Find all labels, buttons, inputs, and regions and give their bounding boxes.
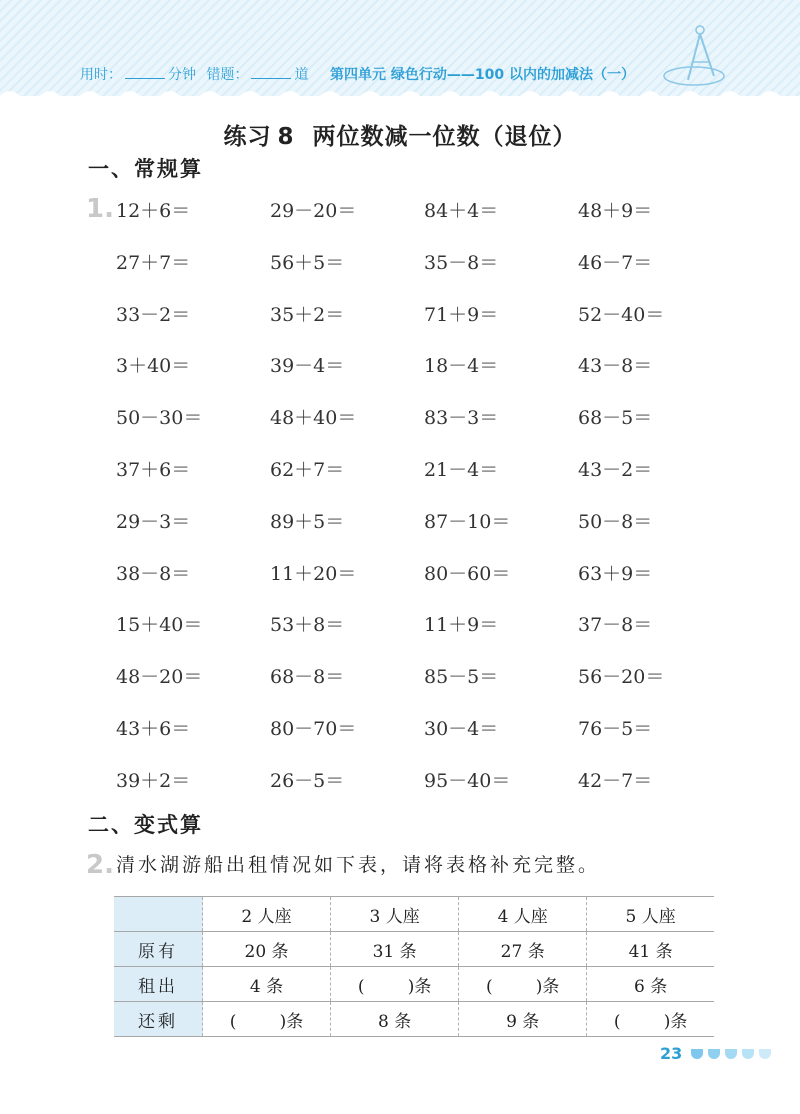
- calculation-problem: 26－5＝: [270, 769, 345, 792]
- calculation-problem: 83－3＝: [424, 407, 499, 430]
- time-label: 用时：: [80, 67, 122, 83]
- question-2-text: 清水湖游船出租情况如下表，请将表格补充完整。: [116, 854, 601, 876]
- calculation-problem: 85－5＝: [424, 666, 499, 689]
- calculation-problem: 33－2＝: [116, 303, 191, 326]
- calculation-problem: 56＋5＝: [270, 251, 345, 274]
- table-cell: 4 条: [203, 967, 331, 1002]
- decorative-drop-icon: [708, 1049, 720, 1059]
- calculation-problem: 62＋7＝: [270, 459, 345, 481]
- calculation-problem: 63＋9＝: [578, 562, 653, 585]
- calculation-problem: 89＋5＝: [270, 510, 345, 533]
- table-cell: 31 条: [331, 932, 459, 967]
- answer-blank-cell[interactable]: ( )条: [203, 1002, 331, 1037]
- page-number: 23: [660, 1044, 683, 1063]
- table-cell: 20 条: [203, 932, 331, 967]
- calculation-problem: 84＋4＝: [424, 200, 499, 222]
- table-cell: 9 条: [459, 1002, 587, 1037]
- error-label: 错题：: [206, 67, 249, 83]
- calculation-problem: 95－40＝: [424, 769, 511, 792]
- calculation-problem: 35＋2＝: [270, 303, 345, 326]
- table-header-row: [114, 897, 714, 932]
- calculation-problem: 48－20＝: [116, 666, 203, 689]
- calculation-problem: 56－20＝: [578, 666, 665, 689]
- calculation-problem: 53＋8＝: [270, 614, 345, 637]
- calculation-problem: 29－20＝: [270, 200, 357, 222]
- lesson-label: 练习: [223, 124, 272, 150]
- calculation-problem: 12＋6＝: [116, 200, 191, 222]
- decorative-drop-icon: [691, 1049, 703, 1059]
- lesson-topic: 两位数减一位数（退位）: [312, 124, 577, 150]
- calculation-problem: 68－5＝: [578, 407, 653, 430]
- question-1-number: 1.: [86, 194, 114, 224]
- minute-label: 分钟: [168, 67, 196, 83]
- table-cell: 41 条: [587, 932, 714, 967]
- row-label: 租出: [114, 967, 203, 1002]
- calculation-problem: 48＋40＝: [270, 407, 357, 430]
- header-cell: 4 人座: [459, 897, 587, 932]
- answer-blank-cell[interactable]: ( )条: [459, 967, 587, 1002]
- calculation-problem: 38－8＝: [116, 562, 191, 585]
- decorative-drop-icon: [725, 1049, 737, 1059]
- calculation-problem: 39－4＝: [270, 355, 345, 378]
- header-cell: 3 人座: [331, 897, 459, 932]
- decorative-drop-icon: [742, 1049, 754, 1059]
- calculation-problem: 42－7＝: [578, 769, 653, 792]
- calculation-problem: 68－8＝: [270, 666, 345, 689]
- calculation-problem: 50－8＝: [578, 510, 653, 533]
- table-row-original: [114, 932, 714, 967]
- calculation-problem: 18－4＝: [424, 355, 499, 378]
- problem-unit-label: 道: [294, 67, 309, 83]
- calculation-problem: 43＋6＝: [116, 718, 191, 740]
- calculation-problem: 76－5＝: [578, 718, 653, 740]
- calculation-problem: 37＋6＝: [116, 459, 191, 481]
- calculation-problem: 35－8＝: [424, 251, 499, 274]
- calculation-problem: 43－8＝: [578, 355, 653, 378]
- section2-heading: 二、变式算: [88, 813, 203, 837]
- header-cell: 5 人座: [587, 897, 714, 932]
- calculation-problem: 50－30＝: [116, 407, 203, 430]
- calculation-problem: 15＋40＝: [116, 614, 203, 637]
- unit-title: 第四单元 绿色行动——100 以内的加减法（一）: [330, 67, 635, 83]
- calculation-problem: 37－8＝: [578, 614, 653, 637]
- table-cell: 8 条: [331, 1002, 459, 1037]
- calculation-problem: 29－3＝: [116, 510, 191, 533]
- calculation-problem: 43－2＝: [578, 459, 653, 481]
- calculation-problem: 3＋40＝: [116, 355, 191, 378]
- calculation-problem: 48＋9＝: [578, 200, 653, 222]
- calculation-problem: 21－4＝: [424, 459, 499, 481]
- answer-blank-cell[interactable]: ( )条: [331, 967, 459, 1002]
- section1-heading: 一、常规算: [88, 157, 203, 181]
- answer-blank-cell[interactable]: ( )条: [587, 1002, 714, 1037]
- calculation-problem: 39＋2＝: [116, 769, 191, 792]
- header-cell: 2 人座: [203, 897, 331, 932]
- calculation-problem: 71＋9＝: [424, 303, 499, 326]
- table-cell: 27 条: [459, 932, 587, 967]
- row-label: 原有: [114, 932, 203, 967]
- calculation-problem: 46－7＝: [578, 251, 653, 274]
- calculation-problem: 27＋7＝: [116, 251, 191, 274]
- calculation-problem: 80－60＝: [424, 562, 511, 585]
- calculation-problem: 87－10＝: [424, 510, 511, 533]
- row-label: 还剩: [114, 1002, 203, 1037]
- lesson-number: 8: [277, 124, 295, 150]
- question-2-number: 2.: [86, 850, 114, 880]
- table-corner-cell: [114, 897, 203, 932]
- calculation-problem: 52－40＝: [578, 303, 665, 326]
- page-footer: [660, 1044, 771, 1063]
- decorative-drop-icon: [759, 1049, 771, 1059]
- calculation-problem: 30－4＝: [424, 718, 499, 740]
- boat-rental-table: [114, 896, 714, 1037]
- table-row-rented: [114, 967, 714, 1002]
- calculation-problem: 11＋20＝: [270, 562, 357, 585]
- table-cell: 6 条: [587, 967, 714, 1002]
- calculation-problem: 11＋9＝: [424, 614, 499, 637]
- calculation-problem: 80－70＝: [270, 718, 357, 740]
- table-row-remaining: [114, 1002, 714, 1037]
